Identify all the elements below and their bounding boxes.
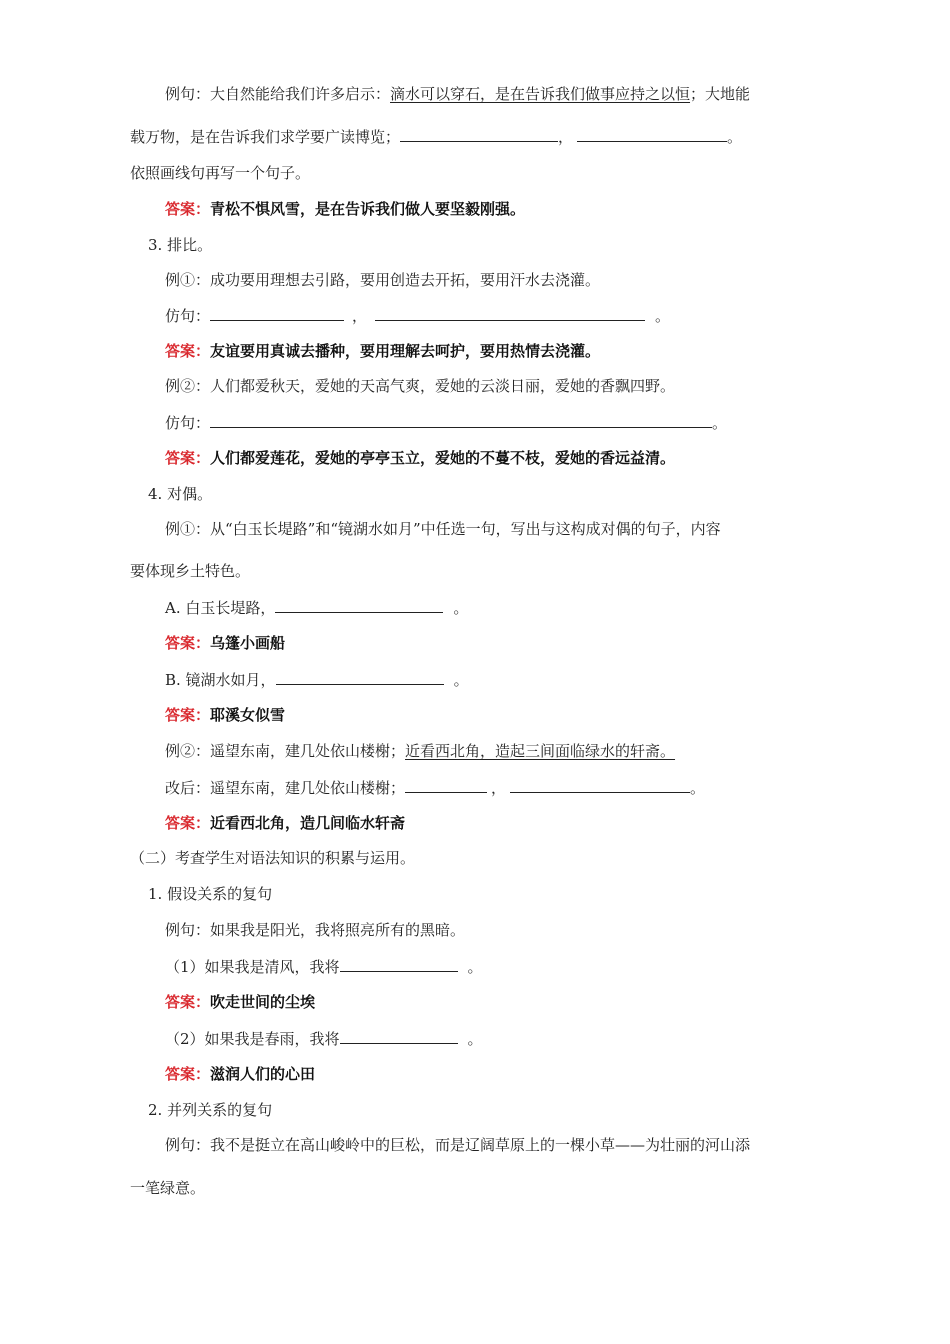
option-b-answer	[165, 705, 285, 725]
period: 。	[712, 414, 728, 432]
option-b	[165, 669, 469, 690]
section-3-answer-2	[165, 448, 675, 468]
answer-label: 答案：	[165, 342, 211, 360]
intro-example-text: 例句：大自然能给我们许多启示：	[165, 85, 391, 103]
comma: ，	[491, 779, 507, 797]
answer-label: 答案：	[165, 706, 211, 724]
imitation-label: 仿句：	[165, 414, 211, 432]
imitation-label: 仿句：	[165, 307, 211, 325]
period: 。	[453, 599, 469, 617]
answer-label: 答案：	[165, 634, 211, 652]
example-2-underlined: 近看西北角，造起三间面临绿水的轩斋。	[405, 742, 676, 760]
section-3-imitation-1	[165, 305, 670, 326]
subsection-2-example-line1: 例句：我不是挺立在高山峻岭中的巨松，而是辽阔草原上的一棵小草——为壮丽的河山添	[165, 1136, 751, 1154]
section-4-example-1-line1: 例①：从“白玉长堤路”和“镜湖水如月”中任选一句，写出与这构成对偶的句子，内容	[165, 520, 721, 538]
subsection-1-example: 例句：如果我是阳光，我将照亮所有的黑暗。	[165, 921, 466, 939]
section-4-example-1-line2: 要体现乡土特色。	[130, 562, 251, 580]
intro-underlined-sentence: 滴水可以穿石，是在告诉我们做事应持之以恒	[390, 85, 691, 103]
answer-text: 乌篷小画船	[210, 634, 286, 652]
question-1	[165, 956, 483, 977]
answer-label: 答案：	[165, 814, 211, 832]
intro-example-line2	[130, 126, 742, 147]
answer-text: 人们都爱莲花，爱她的亭亭玉立，爱她的不蔓不枝，爱她的香远益清。	[210, 449, 676, 467]
fill-blank[interactable]	[375, 305, 645, 321]
intro-example-text-2: 载万物，是在告诉我们求学要广读博览；	[130, 128, 401, 146]
section-4-revised	[165, 777, 705, 798]
fill-blank[interactable]	[400, 126, 558, 142]
fill-blank[interactable]	[510, 777, 690, 793]
part-2-heading: （二）考查学生对语法知识的积累与运用。	[130, 849, 416, 867]
answer-text: 耶溪女似雪	[210, 706, 286, 724]
answer-text: 青松不惧风雪，是在告诉我们做人要坚毅刚强。	[210, 200, 526, 218]
fill-blank[interactable]	[405, 777, 487, 793]
fill-blank[interactable]	[210, 412, 712, 428]
period: 。	[727, 128, 743, 146]
fill-blank[interactable]	[210, 305, 344, 321]
option-a	[165, 597, 468, 618]
section-4-answer-2	[165, 813, 405, 833]
section-3-example-2: 例②：人们都爱秋天，爱她的天高气爽，爱她的云淡日丽，爱她的香飘四野。	[165, 377, 676, 395]
section-4-heading: 4. 对偶。	[148, 485, 213, 503]
fill-blank[interactable]	[577, 126, 727, 142]
answer-text: 滋润人们的心田	[210, 1065, 316, 1083]
section-3-heading: 3. 排比。	[148, 236, 213, 254]
answer-label: 答案：	[165, 993, 211, 1011]
question-2-text: （2）如果我是春雨，我将	[165, 1030, 340, 1048]
intro-example-line1	[165, 84, 750, 104]
section-3-answer-1	[165, 341, 600, 361]
comma: ，	[352, 307, 368, 325]
subsection-2-example-line2: 一笔绿意。	[130, 1179, 206, 1197]
question-1-answer	[165, 992, 315, 1012]
question-1-text: （1）如果我是清风，我将	[165, 958, 340, 976]
answer-text: 近看西北角，造几间临水轩斋	[210, 814, 406, 832]
period: 。	[453, 671, 469, 689]
question-2	[165, 1028, 483, 1049]
section-4-example-2	[165, 741, 675, 761]
section-3-example-1: 例①：成功要用理想去引路，要用创造去开拓，要用汗水去浇灌。	[165, 271, 601, 289]
period: 。	[467, 958, 483, 976]
period: 。	[655, 307, 671, 325]
answer-text: 友谊要用真诚去播种，要用理解去呵护，要用热情去浇灌。	[210, 342, 601, 360]
option-a-answer	[165, 633, 285, 653]
section-3-imitation-2	[165, 412, 727, 433]
option-a-text: A. 白玉长堤路，	[165, 599, 276, 617]
example-2-text: 例②：遥望东南，建几处依山楼榭；	[165, 742, 406, 760]
intro-answer	[165, 199, 525, 219]
period: 。	[467, 1030, 483, 1048]
intro-example-tail: ；大地能	[690, 85, 751, 103]
comma: ，	[558, 128, 574, 146]
period: 。	[690, 779, 706, 797]
fill-blank[interactable]	[340, 956, 458, 972]
answer-label: 答案：	[165, 1065, 211, 1083]
question-2-answer	[165, 1064, 315, 1084]
answer-label: 答案：	[165, 200, 211, 218]
intro-instruction: 依照画线句再写一个句子。	[130, 164, 311, 182]
subsection-2-heading: 2. 并列关系的复句	[148, 1101, 273, 1119]
fill-blank[interactable]	[276, 669, 444, 685]
fill-blank[interactable]	[275, 597, 443, 613]
answer-label: 答案：	[165, 449, 211, 467]
subsection-1-heading: 1. 假设关系的复句	[148, 885, 273, 903]
answer-text: 吹走世间的尘埃	[210, 993, 316, 1011]
option-b-text: B. 镜湖水如月，	[165, 671, 276, 689]
fill-blank[interactable]	[340, 1028, 458, 1044]
revised-label: 改后：遥望东南，建几处依山楼榭；	[165, 779, 406, 797]
